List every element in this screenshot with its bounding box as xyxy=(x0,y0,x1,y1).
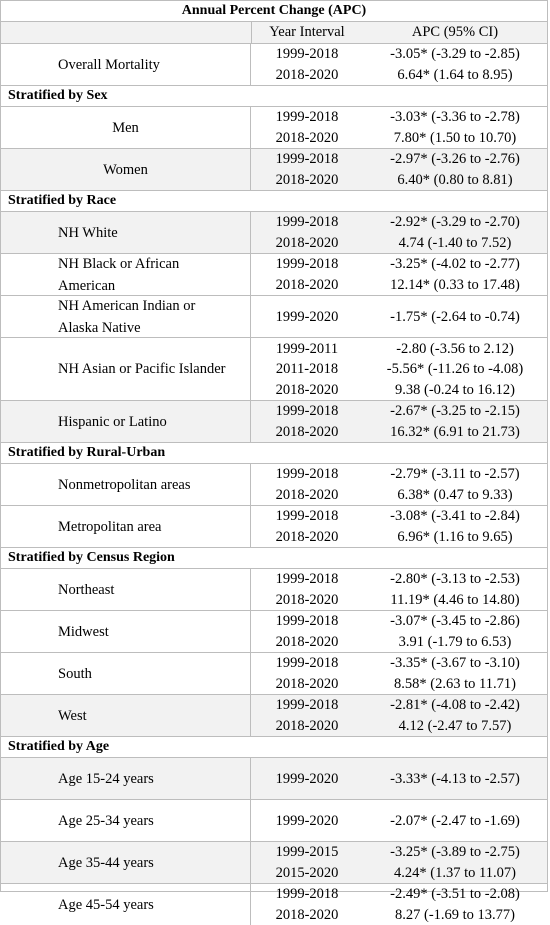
year-interval-cell xyxy=(251,653,363,694)
year-interval-cell xyxy=(251,338,363,400)
apc-value: 9.38 (-0.24 to 16.12) xyxy=(394,381,515,398)
table-row xyxy=(1,337,547,400)
row-label xyxy=(1,800,251,841)
table-row xyxy=(1,106,547,148)
apc-value: 8.27 (-1.69 to 13.77) xyxy=(394,907,515,923)
row-label-text: NH White xyxy=(58,224,118,241)
row-label-text: Age 25-34 years xyxy=(58,812,154,829)
year-interval: 2018-2020 xyxy=(275,130,339,146)
row-label-text: Age 15-24 years xyxy=(58,770,154,787)
apc-value: -2.67* (-3.25 to -2.15) xyxy=(390,403,520,420)
year-interval-cell xyxy=(251,212,363,253)
table-row xyxy=(1,463,547,505)
year-interval: 2018-2020 xyxy=(275,718,339,734)
apc-cell xyxy=(363,212,547,253)
year-interval: 1999-2018 xyxy=(275,109,339,126)
year-interval: 1999-2018 xyxy=(275,613,339,630)
row-label xyxy=(1,842,251,883)
year-interval: 1999-2018 xyxy=(275,508,339,525)
apc-cell xyxy=(363,506,547,547)
year-interval-cell xyxy=(251,44,363,85)
year-interval: 1999-2018 xyxy=(275,256,339,273)
apc-value: -2.80* (-3.13 to -2.53) xyxy=(390,571,520,588)
year-interval: 2018-2020 xyxy=(275,235,339,251)
row-label xyxy=(1,758,251,799)
year-interval: 2018-2020 xyxy=(275,424,339,440)
year-interval-cell xyxy=(251,401,363,442)
table-row xyxy=(1,694,547,736)
year-interval: 2018-2020 xyxy=(275,634,339,650)
row-label-text: West xyxy=(58,707,87,724)
table-row xyxy=(1,568,547,610)
apc-value: -3.25* (-3.89 to -2.75) xyxy=(390,844,520,861)
year-interval: 1999-2018 xyxy=(275,151,339,168)
table-row xyxy=(1,148,547,190)
table-row xyxy=(1,841,547,883)
year-interval: 2018-2020 xyxy=(275,172,339,188)
apc-value: -2.81* (-4.08 to -2.42) xyxy=(390,697,520,714)
apc-value: 6.64* (1.64 to 8.95) xyxy=(397,67,513,83)
apc-cell xyxy=(363,254,547,295)
apc-value: 8.58* (2.63 to 11.71) xyxy=(394,676,516,692)
apc-value: 4.12 (-2.47 to 7.57) xyxy=(398,718,512,734)
table-row xyxy=(1,211,547,253)
year-interval: 2011-2018 xyxy=(275,361,339,378)
row-label-text: Nonmetropolitan areas xyxy=(58,476,191,493)
apc-cell xyxy=(363,569,547,610)
year-interval-cell xyxy=(251,800,363,841)
section-header: Stratified by Race xyxy=(1,190,547,210)
row-label-text: Women xyxy=(103,161,148,178)
apc-value: -3.05* (-3.29 to -2.85) xyxy=(390,46,520,63)
apc-cell xyxy=(363,653,547,694)
year-interval-cell xyxy=(251,149,363,190)
year-interval: 2018-2020 xyxy=(275,487,339,503)
apc-value: 7.80* (1.50 to 10.70) xyxy=(393,130,517,146)
apc-value: -3.25* (-4.02 to -2.77) xyxy=(390,256,520,273)
year-interval: 2018-2020 xyxy=(275,277,339,293)
year-interval: 2018-2020 xyxy=(275,381,339,398)
apc-value: -3.07* (-3.45 to -2.86) xyxy=(390,613,520,630)
table-row xyxy=(1,400,547,442)
apc-value: -3.03* (-3.36 to -2.78) xyxy=(390,109,520,126)
apc-value: -2.80 (-3.56 to 2.12) xyxy=(396,340,514,357)
row-label xyxy=(1,338,251,400)
section-header: Stratified by Sex xyxy=(1,85,547,105)
apc-value: -5.56* (-11.26 to -4.08) xyxy=(386,361,524,378)
year-interval: 1999-2018 xyxy=(275,655,339,672)
apc-cell xyxy=(363,884,547,925)
apc-cell xyxy=(363,44,547,85)
apc-cell xyxy=(363,149,547,190)
apc-cell xyxy=(363,296,547,337)
year-interval-cell xyxy=(251,695,363,736)
row-label-text: NH Asian or Pacific Islander xyxy=(58,361,226,377)
year-interval: 1999-2011 xyxy=(275,340,339,357)
row-label xyxy=(1,506,251,547)
year-interval: 1999-2020 xyxy=(275,812,339,829)
apc-value: -2.07* (-2.47 to -1.69) xyxy=(390,812,520,829)
year-interval-cell xyxy=(251,107,363,148)
table-row xyxy=(1,43,547,85)
apc-value: -3.08* (-3.41 to -2.84) xyxy=(390,508,520,525)
row-label-text: NH Black or African American xyxy=(58,255,180,294)
table-row xyxy=(1,652,547,694)
apc-value: -1.75* (-2.64 to -0.74) xyxy=(390,308,520,325)
row-label-text: Overall Mortality xyxy=(58,56,160,73)
row-label xyxy=(1,611,251,652)
row-label xyxy=(1,695,251,736)
row-label-text: Men xyxy=(112,119,139,136)
row-label xyxy=(1,569,251,610)
section-header: Stratified by Age xyxy=(1,736,547,756)
year-interval: 1999-2020 xyxy=(275,308,339,325)
year-interval-cell xyxy=(251,254,363,295)
year-interval-cell xyxy=(251,758,363,799)
row-label xyxy=(1,464,251,505)
apc-value: 16.32* (6.91 to 21.73) xyxy=(390,424,520,440)
table-row xyxy=(1,757,547,799)
apc-value: -2.97* (-3.26 to -2.76) xyxy=(390,151,520,168)
row-label-text: Midwest xyxy=(58,623,109,640)
row-label-text: South xyxy=(58,665,92,682)
apc-cell xyxy=(363,464,547,505)
apc-cell xyxy=(363,611,547,652)
apc-cell xyxy=(363,800,547,841)
header-year-interval: Year Interval xyxy=(269,24,345,40)
apc-value: 4.74 (-1.40 to 7.52) xyxy=(398,235,512,251)
apc-value: -3.35* (-3.67 to -3.10) xyxy=(390,655,520,672)
row-label xyxy=(1,401,251,442)
year-interval: 1999-2018 xyxy=(275,571,339,588)
apc-cell xyxy=(363,758,547,799)
apc-cell xyxy=(363,842,547,883)
column-header-row xyxy=(1,21,547,43)
year-interval: 1999-2018 xyxy=(275,46,339,63)
year-interval: 1999-2018 xyxy=(275,697,339,714)
apc-cell xyxy=(363,695,547,736)
year-interval-cell xyxy=(251,506,363,547)
year-interval-cell xyxy=(251,296,363,337)
row-label xyxy=(1,884,251,925)
year-interval-cell xyxy=(251,464,363,505)
table-title: Annual Percent Change (APC) xyxy=(181,3,367,18)
year-interval: 2018-2020 xyxy=(275,676,339,692)
year-interval: 1999-2018 xyxy=(275,466,339,483)
year-interval: 1999-2018 xyxy=(275,403,339,420)
table-row xyxy=(1,505,547,547)
year-interval: 1999-2020 xyxy=(275,770,339,787)
row-label xyxy=(1,107,251,148)
table-row xyxy=(1,295,547,337)
header-label-cell xyxy=(1,22,252,43)
row-label xyxy=(1,296,251,337)
year-interval-cell xyxy=(251,842,363,883)
row-label xyxy=(1,44,251,85)
section-header: Stratified by Rural-Urban xyxy=(1,442,547,462)
apc-cell xyxy=(363,107,547,148)
row-label-text: Northeast xyxy=(58,581,115,598)
year-interval: 1999-2018 xyxy=(275,886,339,903)
row-label xyxy=(1,212,251,253)
apc-value: 3.91 (-1.79 to 6.53) xyxy=(398,634,512,650)
row-label xyxy=(1,254,251,295)
year-interval: 2018-2020 xyxy=(275,592,339,608)
apc-value: -2.79* (-3.11 to -2.57) xyxy=(390,466,520,483)
row-label-text: Age 35-44 years xyxy=(58,854,154,871)
table-row xyxy=(1,610,547,652)
header-apc: APC (95% CI) xyxy=(411,24,499,40)
apc-value: -2.92* (-3.29 to -2.70) xyxy=(390,214,520,231)
row-label-text: Age 45-54 years xyxy=(58,896,154,913)
year-interval-cell xyxy=(251,884,363,925)
year-interval: 1999-2015 xyxy=(275,844,339,861)
apc-value: -3.33* (-4.13 to -2.57) xyxy=(390,770,520,787)
row-label-text: Hispanic or Latino xyxy=(58,413,167,430)
table-row xyxy=(1,799,547,841)
apc-value: 4.24* (1.37 to 11.07) xyxy=(394,865,516,881)
table-row xyxy=(1,883,547,925)
table-row xyxy=(1,253,547,295)
apc-value: 11.19* (4.46 to 14.80) xyxy=(390,592,520,608)
year-interval-cell xyxy=(251,611,363,652)
row-label-text: NH American Indian or Alaska Native xyxy=(58,297,196,336)
apc-value: 6.40* (0.80 to 8.81) xyxy=(397,172,513,188)
apc-value: 6.38* (0.47 to 9.33) xyxy=(397,487,513,503)
row-label xyxy=(1,653,251,694)
row-label xyxy=(1,149,251,190)
year-interval: 2018-2020 xyxy=(275,907,339,923)
year-interval-cell xyxy=(251,569,363,610)
apc-value: -2.49* (-3.51 to -2.08) xyxy=(390,886,520,903)
apc-cell xyxy=(363,401,547,442)
year-interval: 2015-2020 xyxy=(275,865,339,881)
year-interval: 2018-2020 xyxy=(275,67,339,83)
row-label-text: Metropolitan area xyxy=(58,518,162,535)
apc-value: 6.96* (1.16 to 9.65) xyxy=(397,529,513,545)
year-interval: 1999-2018 xyxy=(275,214,339,231)
year-interval: 2018-2020 xyxy=(275,529,339,545)
apc-cell xyxy=(363,338,547,400)
section-header: Stratified by Census Region xyxy=(1,547,547,567)
apc-value: 12.14* (0.33 to 17.48) xyxy=(390,277,520,293)
